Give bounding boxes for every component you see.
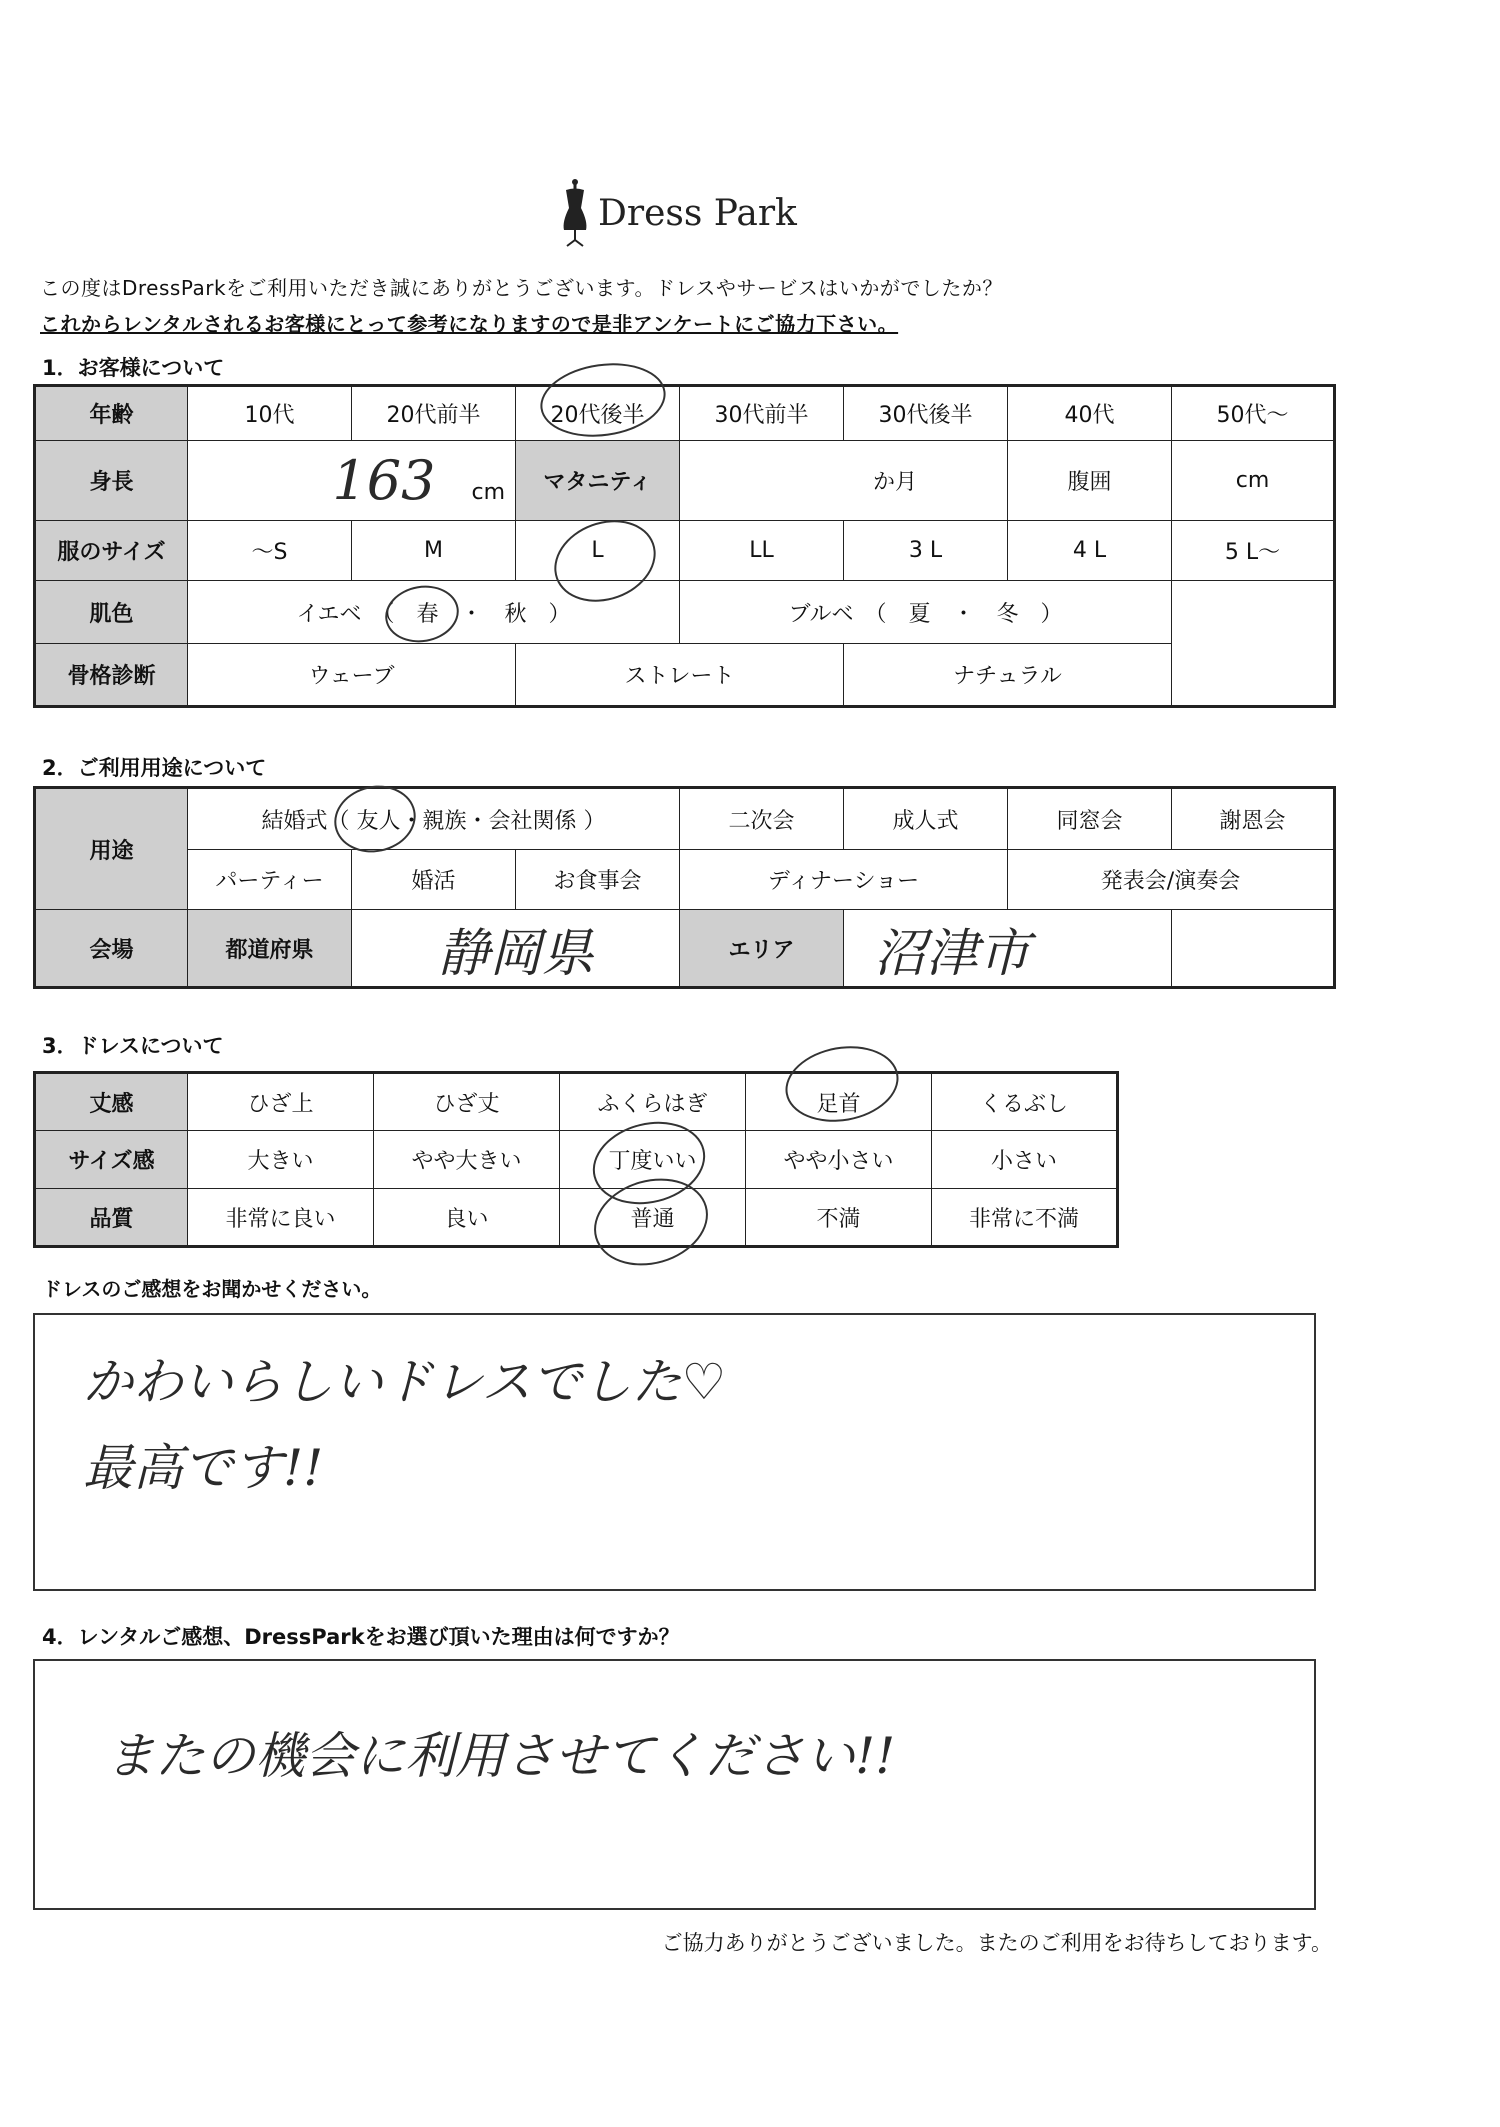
age-row [35,386,1335,441]
size-option[interactable]: L [516,521,680,581]
fit-option[interactable]: 大きい [188,1131,374,1189]
length-row [35,1073,1118,1131]
venue-row [35,910,1335,988]
age-option[interactable]: 40代 [1008,386,1172,441]
quality-option[interactable]: 普通 [560,1189,746,1247]
age-option[interactable]: 20代前半 [352,386,516,441]
dress-form-icon [560,178,590,248]
frame-option[interactable]: ストレート [516,644,844,707]
area-field[interactable]: 沼津市 [844,910,1172,988]
skin-label: 肌色 [35,581,188,644]
fit-row [35,1131,1118,1189]
age-option[interactable]: 30代後半 [844,386,1008,441]
length-option[interactable]: くるぶし [932,1073,1118,1131]
thanks-message: ご協力ありがとうございました。またのご利用をお待ちしております。 [661,1931,1332,1955]
prefecture-field[interactable]: 静岡県 [352,910,680,988]
usage-option-wedding[interactable]: 結婚式（ 友人・親族・会社関係 ） [188,788,680,850]
age-option[interactable]: 10代 [188,386,352,441]
quality-option[interactable]: 非常に良い [188,1189,374,1247]
yellow-base-option[interactable]: イエベ （ 春 ・ 秋 ） [188,581,680,644]
intro-line-1: この度はDressParkをご利用いただき誠にありがとうございます。ドレスやサービスはいかがでしたか？ [40,276,1003,300]
fit-option[interactable]: 小さい [932,1131,1118,1189]
dress-table [33,1071,1119,1248]
age-option[interactable]: 30代前半 [680,386,844,441]
height-value: 163 [332,449,436,512]
quality-label: 品質 [35,1189,188,1247]
frame-label: 骨格診断 [35,644,188,707]
section-3-title: 3．ドレスについて [42,1034,224,1058]
frame-option[interactable]: ウェーブ [188,644,516,707]
intro-line-2: これからレンタルされるお客様にとって参考になりますので是非アンケートにご協力下さい。 [40,312,899,336]
height-unit: cm [471,480,505,505]
length-option[interactable]: ふくらはぎ [560,1073,746,1131]
dress-comment-box[interactable] [33,1313,1316,1591]
usage-option[interactable]: 成人式 [844,788,1008,850]
prefecture-label: 都道府県 [188,910,352,988]
age-option[interactable]: 20代後半 [516,386,680,441]
skin-row [35,581,1335,644]
size-option[interactable]: ～S [188,521,352,581]
usage-table [33,786,1336,989]
frame-option[interactable]: ナチュラル [844,644,1172,707]
fit-label: サイズ感 [35,1131,188,1189]
usage-row-2 [35,850,1335,910]
brand-logo [560,178,797,248]
height-label: 身長 [35,441,188,521]
size-option[interactable]: LL [680,521,844,581]
usage-option[interactable]: ディナーショー [680,850,1008,910]
quality-option[interactable]: 良い [374,1189,560,1247]
area-label: エリア [680,910,844,988]
months-unit: か月 [872,470,917,495]
waist-field[interactable] [1172,441,1335,521]
dress-comment-text: かわいらしいドレスでした♡ 最高です!! [83,1353,727,1497]
size-option[interactable]: 4 L [1008,521,1172,581]
length-option[interactable]: ひざ上 [188,1073,374,1131]
height-row [35,441,1335,521]
maternity-label: マタニティ [516,441,680,521]
usage-option[interactable]: 婚活 [352,850,516,910]
section-4-title: 4．レンタルご感想、DressParkをお選び頂いた理由は何ですか？ [42,1625,680,1649]
waist-unit: cm [1235,468,1270,493]
age-option[interactable]: 50代～ [1172,386,1335,441]
size-option[interactable]: 3 L [844,521,1008,581]
section-1-title: 1．お客様について [42,356,225,380]
maternity-months-field[interactable] [680,441,1008,521]
dress-comment-prompt: ドレスのご感想をお聞かせください。 [42,1277,382,1301]
fit-option[interactable]: やや大きい [374,1131,560,1189]
blue-base-option[interactable]: ブルベ （ 夏 ・ 冬 ） [680,581,1172,644]
usage-option[interactable]: 発表会/演奏会 [1008,850,1335,910]
length-option[interactable]: ひざ丈 [374,1073,560,1131]
height-field[interactable] [188,441,516,521]
section-2-title: 2．ご利用用途について [42,756,267,780]
quality-option[interactable]: 非常に不満 [932,1189,1118,1247]
size-label: 服のサイズ [35,521,188,581]
usage-option[interactable]: 同窓会 [1008,788,1172,850]
age-label: 年齢 [35,386,188,441]
fit-option[interactable]: 丁度いい [560,1131,746,1189]
brand-name: Dress Park [598,192,797,234]
usage-option[interactable]: 謝恩会 [1172,788,1335,850]
length-option[interactable]: 足首 [746,1073,932,1131]
size-row [35,521,1335,581]
usage-option[interactable]: お食事会 [516,850,680,910]
frame-row [35,644,1335,707]
quality-row [35,1189,1118,1247]
venue-label: 会場 [35,910,188,988]
size-option[interactable]: 5 L～ [1172,521,1335,581]
usage-label: 用途 [35,788,188,910]
fit-option[interactable]: やや小さい [746,1131,932,1189]
usage-row-1 [35,788,1335,850]
length-label: 丈感 [35,1073,188,1131]
usage-option[interactable]: パーティー [188,850,352,910]
rental-comment-box[interactable] [33,1659,1316,1910]
customer-table [33,384,1336,708]
waist-label: 腹囲 [1008,441,1172,521]
rental-comment-text: またの機会に利用させてください!! [105,1727,896,1785]
usage-option[interactable]: 二次会 [680,788,844,850]
quality-option[interactable]: 不満 [746,1189,932,1247]
size-option[interactable]: M [352,521,516,581]
